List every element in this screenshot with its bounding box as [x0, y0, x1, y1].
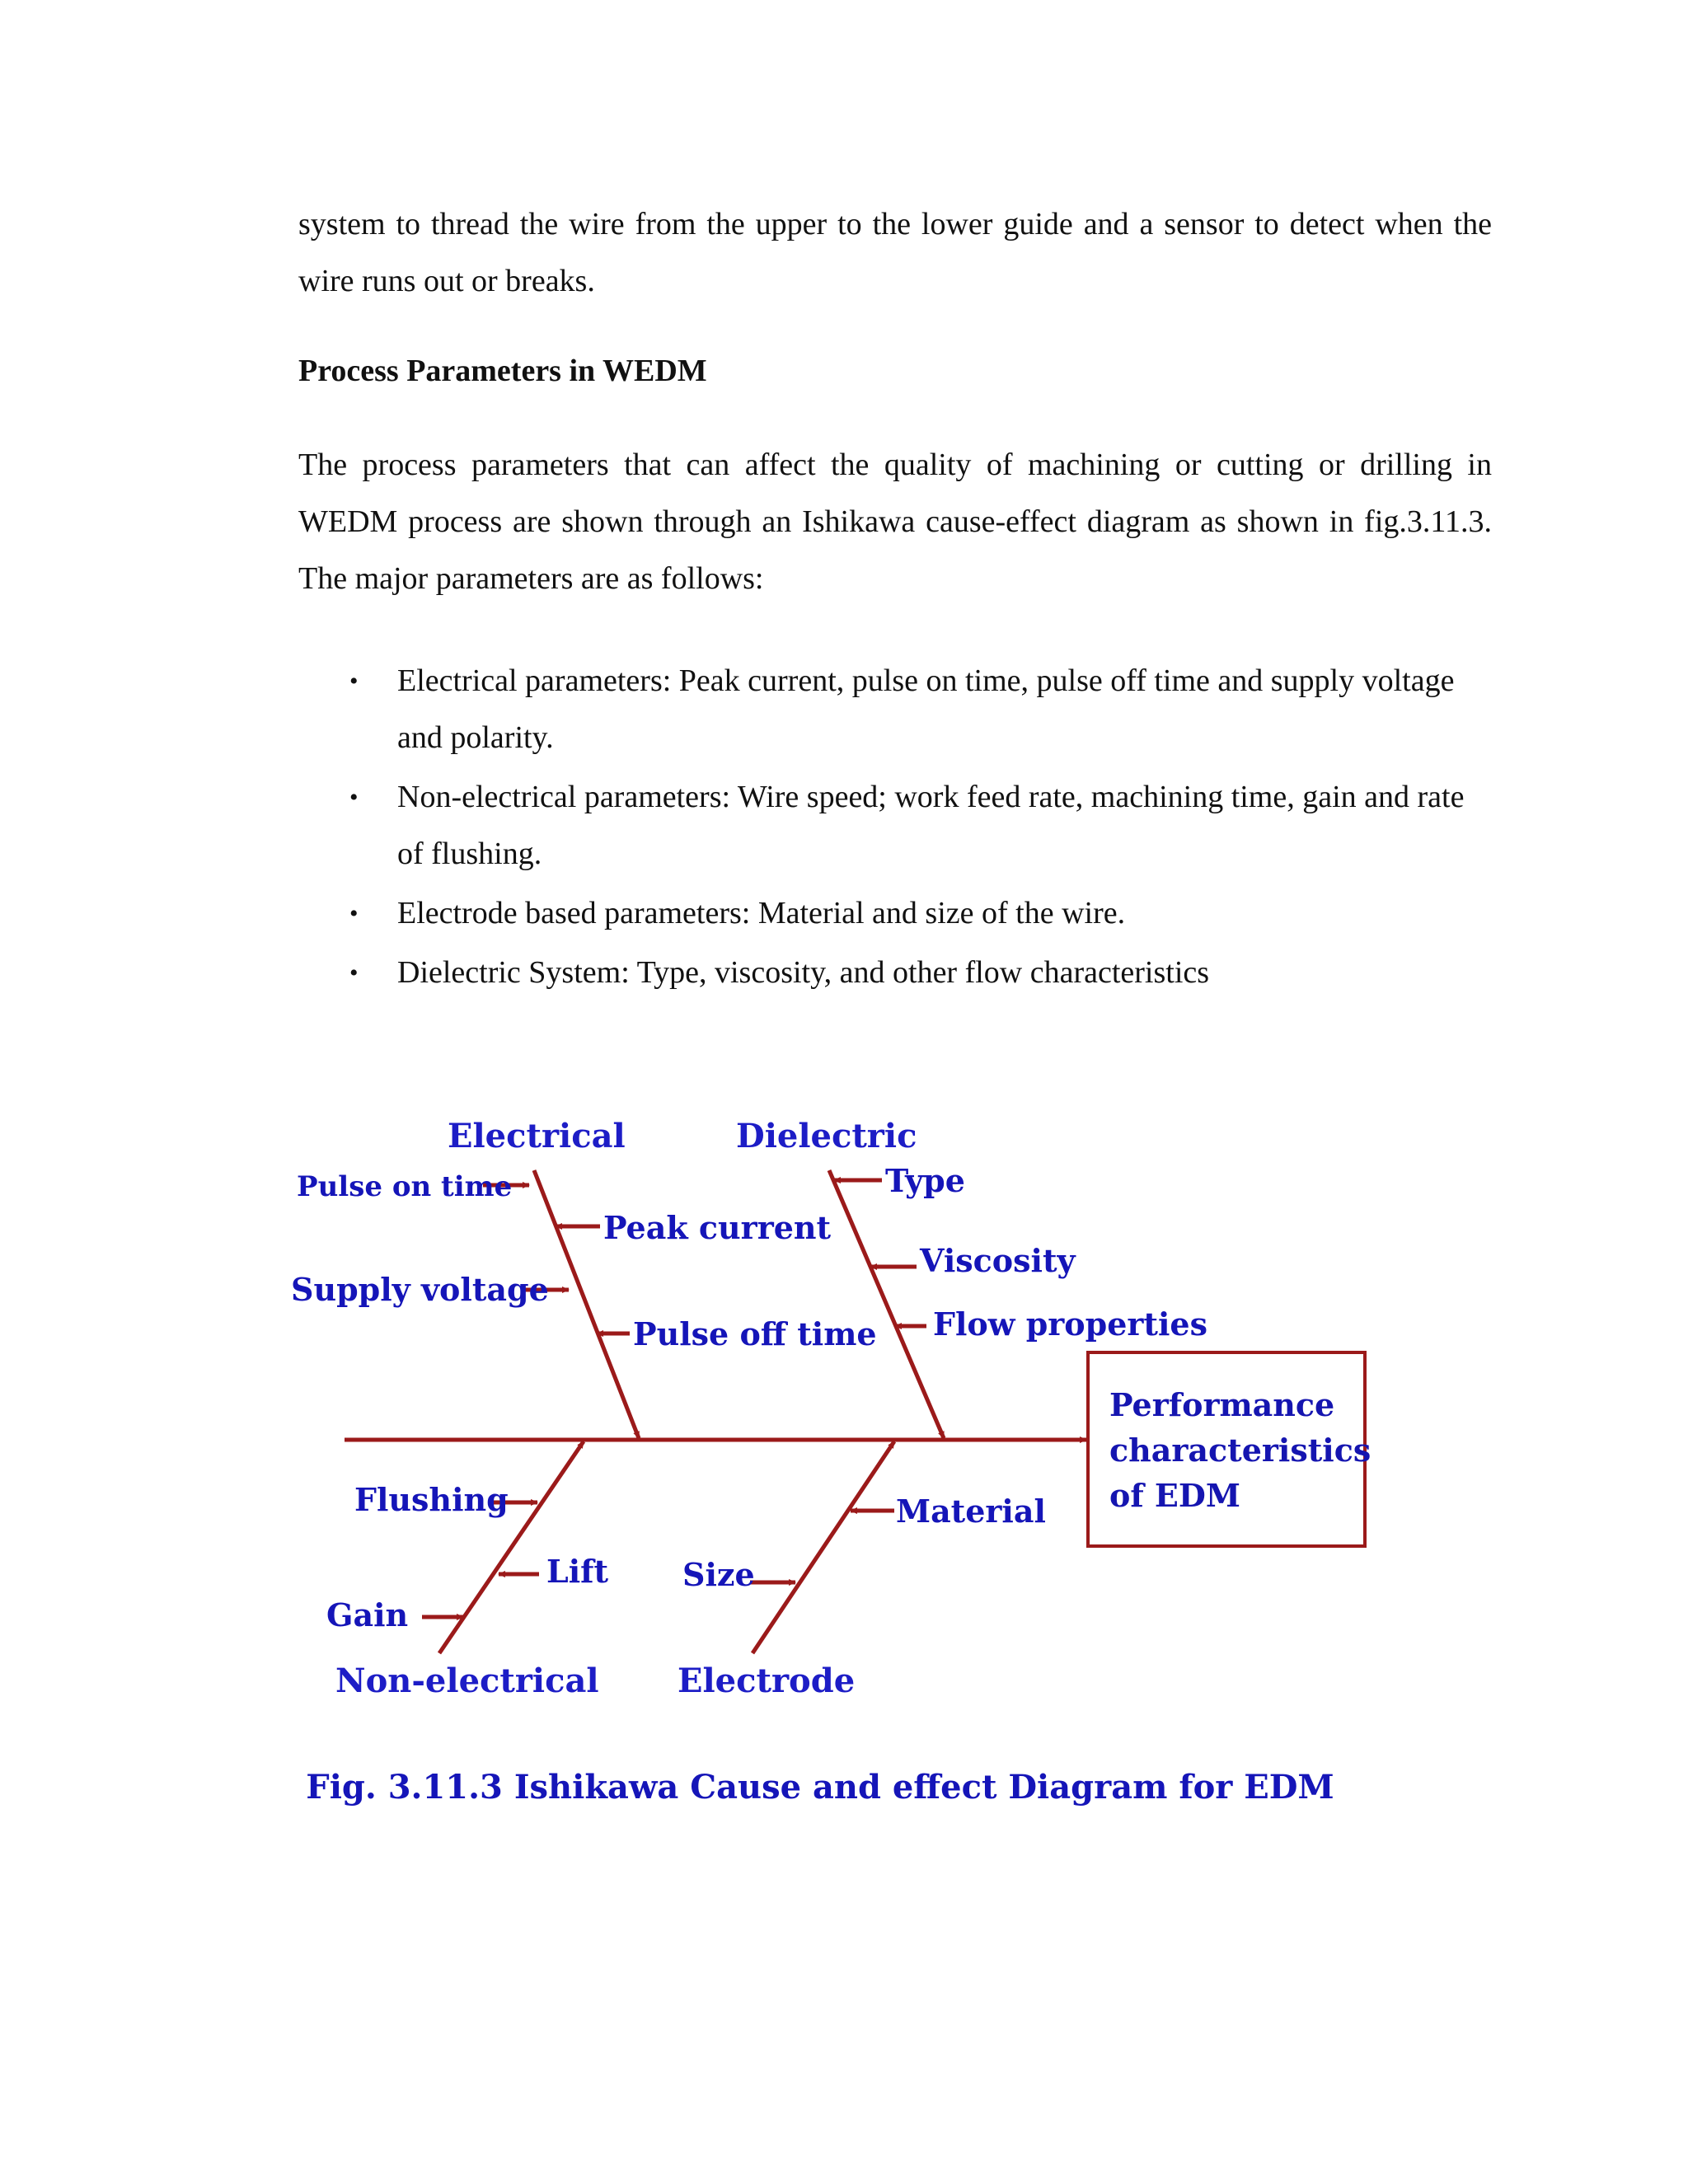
- bullet-text: Electrical parameters: Peak current, pulse on time, pulse off time and supply voltage and polarity.: [397, 663, 1455, 755]
- bone-non-electrical: [439, 1441, 584, 1653]
- category-non-electrical: Non-electrical: [335, 1661, 599, 1700]
- bullet-text: Non-electrical parameters: Wire speed; work feed rate, machining time, gain and rate of flushing.: [397, 780, 1465, 871]
- bone-electrode: [753, 1441, 894, 1653]
- body-paragraph: The process parameters that can affect the quality of machining or cutting or drilling in WEDM process are shown through an Ishikawa cause-effect diagram as shown in fig.3.11.3. The major parameters are as follows:: [298, 448, 1492, 596]
- ishikawa-diagram: [0, 1071, 1688, 1731]
- effect-line: Performance: [1109, 1386, 1335, 1423]
- cause-viscosity: Viscosity: [920, 1242, 1076, 1279]
- cause-peak-current: Peak current: [603, 1209, 832, 1246]
- effect-line: of EDM: [1109, 1477, 1240, 1514]
- category-electrode: Electrode: [678, 1661, 856, 1700]
- cause-pulse-on-time: Pulse on time: [297, 1170, 513, 1203]
- bullet-icon: •: [349, 900, 359, 927]
- bullet-text: Electrode based parameters: Material and size of the wire.: [397, 896, 1126, 930]
- cause-flushing: Flushing: [354, 1481, 509, 1518]
- cause-supply-voltage: Supply voltage: [291, 1271, 549, 1308]
- list-item: [298, 653, 1492, 766]
- section-heading: Process Parameters in WEDM: [298, 354, 707, 388]
- figure-caption: Fig. 3.11.3 Ishikawa Cause and effect Diagram for EDM: [306, 1768, 1334, 1807]
- category-dielectric: Dielectric: [736, 1117, 917, 1155]
- category-electrical: Electrical: [448, 1117, 626, 1155]
- cause-gain: Gain: [326, 1596, 409, 1633]
- cause-size: Size: [682, 1556, 755, 1593]
- parameter-list: [298, 653, 1492, 1004]
- cause-flow-properties: Flow properties: [933, 1305, 1207, 1343]
- bullet-text: Dielectric System: Type, viscosity, and other flow characteristics: [397, 955, 1210, 990]
- list-item: [298, 944, 1492, 1001]
- list-item: [298, 885, 1492, 942]
- list-item: [298, 769, 1492, 883]
- intro-paragraph: system to thread the wire from the upper to the lower guide and a sensor to detect when the wire runs out or breaks.: [298, 207, 1492, 298]
- bullet-icon: •: [349, 959, 359, 987]
- cause-lift: Lift: [546, 1553, 609, 1590]
- cause-type: Type: [885, 1162, 965, 1199]
- bullet-icon: •: [349, 668, 359, 695]
- bullet-icon: •: [349, 784, 359, 811]
- cause-material: Material: [896, 1493, 1046, 1530]
- bone-dielectric: [829, 1170, 944, 1438]
- effect-line: characteristics: [1109, 1432, 1372, 1469]
- cause-pulse-off-time: Pulse off time: [633, 1315, 877, 1352]
